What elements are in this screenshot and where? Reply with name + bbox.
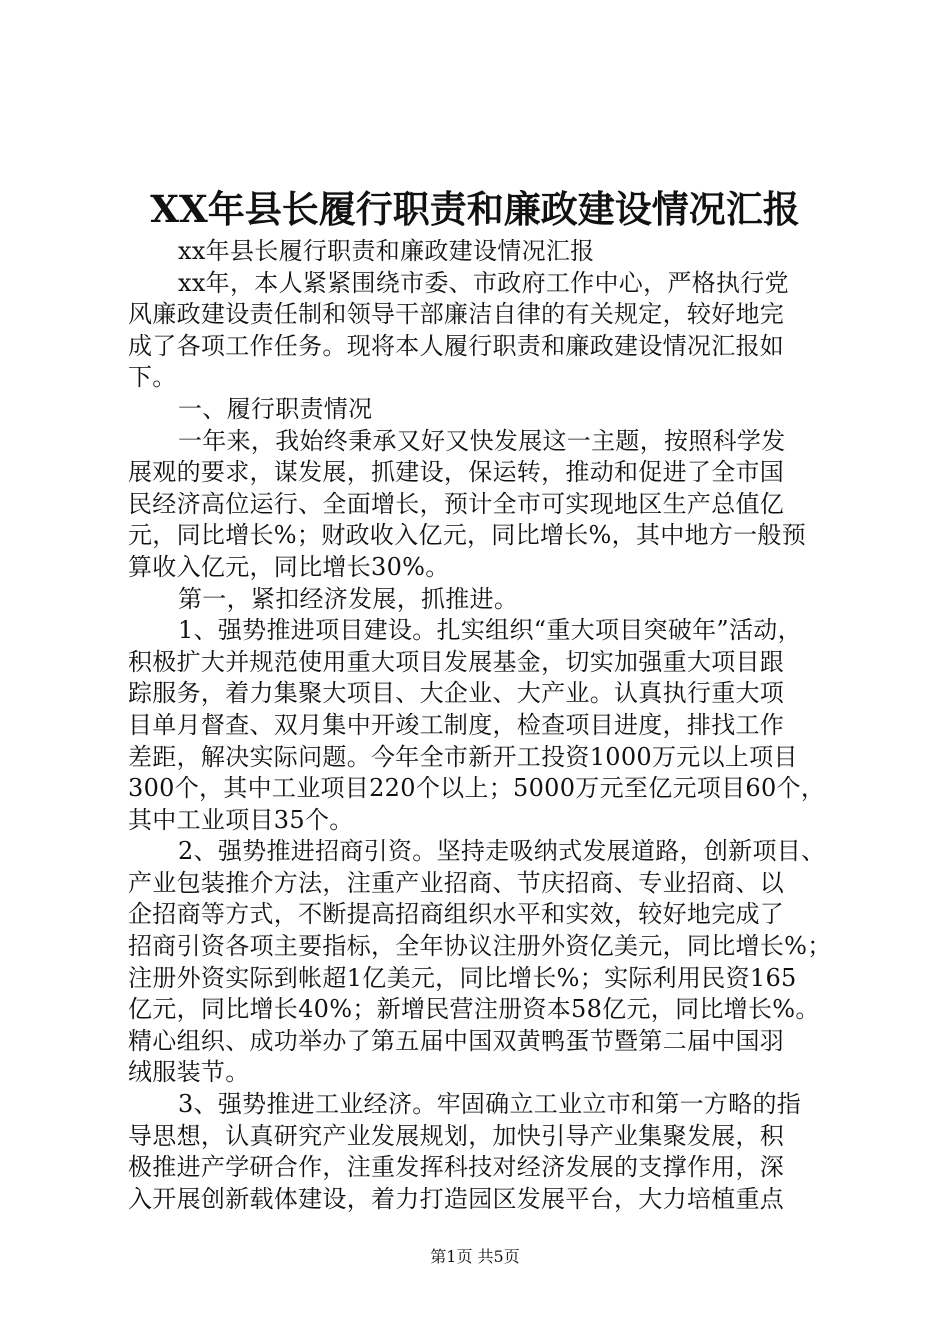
body-line: 1、强势推进项目建设。扎实组织“重大项目突破年”活动， bbox=[178, 616, 802, 645]
body-line: 算收入亿元，同比增长30%。 bbox=[128, 552, 450, 581]
body-line: 2、强势推进招商引资。坚持走吸纳式发展道路，创新项目、 bbox=[178, 837, 826, 866]
body-line: 民经济高位运行、全面增长，预计全市可实现地区生产总值亿 bbox=[128, 489, 785, 518]
body-line: 展观的要求，谋发展，抓建设，保运转，推动和促进了全市国 bbox=[128, 458, 785, 487]
body-line: 成了各项工作任务。现将本人履行职责和廉政建设情况汇报如 bbox=[128, 331, 785, 360]
section-heading: 一、履行职责情况 bbox=[178, 394, 373, 423]
body-line: 入开展创新载体建设，着力打造园区发展平台，大力培植重点 bbox=[128, 1184, 785, 1213]
body-line: 一年来，我始终秉承又好又快发展这一主题，按照科学发 bbox=[178, 426, 786, 455]
body-line: 亿元，同比增长40%；新增民营注册资本58亿元，同比增长%。 bbox=[128, 995, 820, 1024]
body-line: 导思想，认真研究产业发展规划，加快引导产业集聚发展，积 bbox=[128, 1121, 785, 1150]
body-line: 300个，其中工业项目220个以上；5000万元至亿元项目60个， bbox=[128, 774, 826, 803]
body-line: 风廉政建设责任制和领导干部廉洁自律的有关规定，较好地完 bbox=[128, 300, 785, 329]
body-line: 积极扩大并规范使用重大项目发展基金，切实加强重大项目跟 bbox=[128, 647, 785, 676]
document-title: XX年县长履行职责和廉政建设情况汇报 bbox=[150, 187, 800, 231]
body-line: 元，同比增长%；财政收入亿元，同比增长%，其中地方一般预 bbox=[128, 521, 807, 550]
body-line: 目单月督查、双月集中开竣工制度，检查项目进度，排找工作 bbox=[128, 710, 785, 739]
subsection-heading: 第一，紧扣经济发展，抓推进。 bbox=[178, 584, 519, 613]
body-line: 3、强势推进工业经济。牢固确立工业立市和第一方略的指 bbox=[178, 1090, 802, 1119]
body-line: xx年，本人紧紧围绕市委、市政府工作中心，严格执行党 bbox=[178, 268, 789, 297]
body-line: xx年县长履行职责和廉政建设情况汇报 bbox=[178, 237, 595, 265]
body-line: 极推进产学研合作，注重发挥科技对经济发展的支撑作用，深 bbox=[128, 1153, 785, 1182]
body-line: 下。 bbox=[128, 363, 177, 392]
body-line: 其中工业项目35个。 bbox=[128, 805, 354, 834]
document-body bbox=[128, 236, 832, 1215]
page-footer: 第1页 共5页 bbox=[430, 1247, 520, 1266]
body-line: 产业包装推介方法，注重产业招商、节庆招商、专业招商、以 bbox=[128, 868, 785, 897]
body-line: 注册外资实际到帐超1亿美元，同比增长%；实际利用民资165 bbox=[128, 963, 797, 992]
body-line: 绒服装节。 bbox=[128, 1058, 250, 1087]
body-line: 精心组织、成功举办了第五届中国双黄鸭蛋节暨第二届中国羽 bbox=[128, 1026, 785, 1055]
body-line: 差距，解决实际问题。今年全市新开工投资1000万元以上项目 bbox=[128, 742, 798, 771]
body-line: 招商引资各项主要指标，全年协议注册外资亿美元，同比增长%； bbox=[128, 932, 832, 961]
body-line: 企招商等方式，不断提高招商组织水平和实效，较好地完成了 bbox=[128, 900, 785, 929]
body-line: 踪服务，着力集聚大项目、大企业、大产业。认真执行重大项 bbox=[128, 679, 785, 708]
